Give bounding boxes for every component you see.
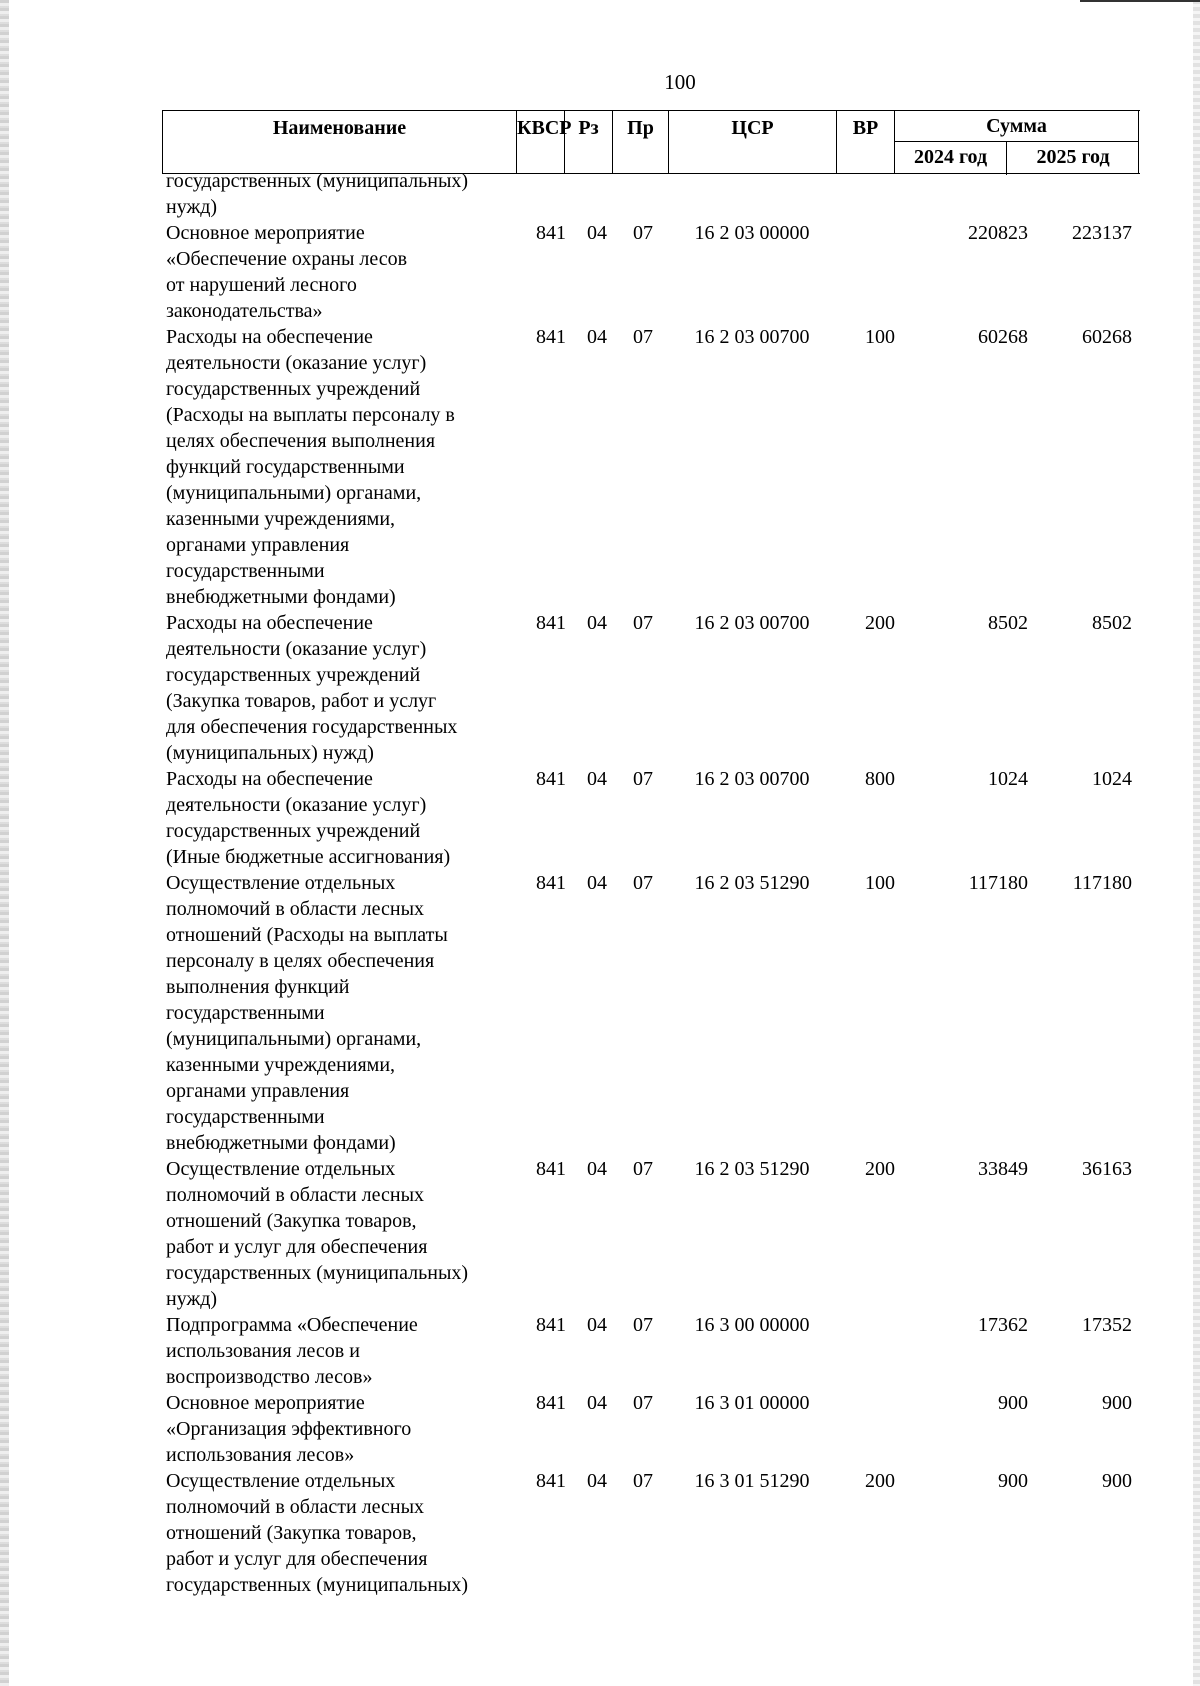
- cell-name-line: государственных (муниципальных): [166, 1574, 469, 1596]
- cell-name-line: Расходы на обеспечение: [166, 768, 373, 790]
- cell-name: [162, 168, 518, 220]
- cell-pr: 07: [633, 768, 653, 790]
- cell-name-line: (муниципальными) органами,: [166, 1028, 422, 1050]
- cell-pr: 07: [633, 1392, 653, 1414]
- page-number: 100: [664, 70, 696, 94]
- cell-csr: 16 2 03 51290: [694, 1158, 810, 1180]
- cell-name-line: отношений (Закупка товаров,: [166, 1210, 417, 1232]
- header-kvsr: [517, 111, 572, 173]
- cell-name: [162, 1468, 518, 1598]
- scan-left-edge: [0, 0, 9, 1686]
- cell-name-line: нужд): [166, 1288, 218, 1310]
- cell-name-line: «Организация эффективного: [166, 1418, 412, 1440]
- cell-pr: 07: [633, 222, 653, 244]
- cell-pr: 07: [633, 872, 653, 894]
- table-row: [162, 1390, 1142, 1468]
- cell-name-line: полномочий в области лесных: [166, 1496, 425, 1518]
- cell-name-line: законодательства»: [166, 300, 323, 322]
- table-header: [162, 110, 1140, 174]
- cell-name-line: Осуществление отдельных: [166, 1158, 396, 1180]
- cell-sum-2024: 8502: [988, 612, 1028, 634]
- cell-name: [162, 220, 518, 324]
- cell-vr: 100: [865, 326, 895, 348]
- header-year-2025: 2025 год: [1036, 146, 1110, 168]
- cell-name-line: нужд): [166, 196, 218, 218]
- cell-name-line: деятельности (оказание услуг): [166, 352, 427, 374]
- cell-csr: 16 2 03 00700: [694, 326, 810, 348]
- cell-csr: 16 2 03 00700: [694, 612, 810, 634]
- cell-name-line: Расходы на обеспечение: [166, 612, 373, 634]
- cell-sum-2024: 1024: [988, 768, 1028, 790]
- cell-csr: 16 2 03 00000: [694, 222, 810, 244]
- cell-rz: 04: [587, 768, 607, 790]
- cell-name-line: внебюджетными фондами): [166, 586, 396, 608]
- cell-name-line: государственными: [166, 1002, 325, 1024]
- cell-name: [162, 610, 518, 766]
- cell-kvsr: 841: [536, 872, 566, 894]
- cell-name-line: государственных учреждений: [166, 378, 421, 400]
- cell-name-line: государственных учреждений: [166, 820, 421, 842]
- cell-vr: 200: [865, 1470, 895, 1492]
- cell-name-line: отношений (Расходы на выплаты: [166, 924, 448, 946]
- cell-kvsr: 841: [536, 1470, 566, 1492]
- cell-sum-2024: 900: [998, 1392, 1028, 1414]
- header-kvsr-label: КВСР: [517, 117, 572, 139]
- cell-name-line: Основное мероприятие: [166, 1392, 365, 1414]
- table-row: [162, 324, 1142, 610]
- cell-name-line: персоналу в целях обеспечения: [166, 950, 435, 972]
- cell-name: [162, 766, 518, 870]
- cell-sum-2025: 1024: [1092, 768, 1132, 790]
- header-vr: [837, 111, 895, 173]
- cell-sum-2024: 220823: [968, 222, 1028, 244]
- header-year-2024: 2024 год: [895, 142, 1007, 175]
- cell-kvsr: 841: [536, 1158, 566, 1180]
- header-pr-label: Пр: [627, 117, 654, 139]
- table-row: [162, 168, 1142, 220]
- cell-name-line: деятельности (оказание услуг): [166, 638, 427, 660]
- cell-name-line: для обеспечения государственных: [166, 716, 458, 738]
- cell-name-line: казенными учреждениями,: [166, 508, 396, 530]
- cell-sum-2025: 900: [1102, 1392, 1132, 1414]
- cell-vr: 800: [865, 768, 895, 790]
- cell-kvsr: 841: [536, 1314, 566, 1336]
- cell-rz: 04: [587, 1314, 607, 1336]
- cell-rz: 04: [587, 326, 607, 348]
- table-row: [162, 610, 1142, 766]
- cell-sum-2025: 36163: [1082, 1158, 1132, 1180]
- cell-name-line: (муниципальными) органами,: [166, 482, 422, 504]
- cell-pr: 07: [633, 326, 653, 348]
- cell-rz: 04: [587, 1392, 607, 1414]
- cell-name-line: использования лесов и: [166, 1340, 360, 1362]
- cell-kvsr: 841: [536, 1392, 566, 1414]
- cell-name-line: государственных (муниципальных): [166, 170, 469, 192]
- table-row: [162, 220, 1142, 324]
- header-sum: [895, 111, 1139, 173]
- cell-vr: 100: [865, 872, 895, 894]
- table-row: [162, 1156, 1142, 1312]
- cell-name-line: отношений (Закупка товаров,: [166, 1522, 417, 1544]
- cell-sum-2024: 33849: [978, 1158, 1028, 1180]
- cell-kvsr: 841: [536, 222, 566, 244]
- cell-name-line: функций государственными: [166, 456, 405, 478]
- cell-pr: 07: [633, 612, 653, 634]
- header-name: [163, 111, 517, 173]
- cell-vr: 200: [865, 1158, 895, 1180]
- cell-sum-2024: 60268: [978, 326, 1028, 348]
- cell-name-line: от нарушений лесного: [166, 274, 357, 296]
- cell-name-line: Осуществление отдельных: [166, 1470, 396, 1492]
- cell-name: [162, 1156, 518, 1312]
- cell-name-line: органами управления: [166, 534, 350, 556]
- scan-top-mark: [1080, 0, 1200, 2]
- cell-rz: 04: [587, 872, 607, 894]
- cell-sum-2025: 900: [1102, 1470, 1132, 1492]
- table-row: [162, 766, 1142, 870]
- cell-pr: 07: [633, 1158, 653, 1180]
- cell-sum-2025: 117180: [1072, 872, 1132, 894]
- header-vr-label: ВР: [852, 117, 879, 139]
- cell-name-line: «Обеспечение охраны лесов: [166, 248, 408, 270]
- cell-name-line: воспроизводство лесов»: [166, 1366, 373, 1388]
- cell-rz: 04: [587, 1158, 607, 1180]
- cell-csr: 16 2 03 00700: [694, 768, 810, 790]
- cell-name: [162, 1390, 518, 1468]
- cell-sum-2025: 8502: [1092, 612, 1132, 634]
- header-rz-label: Рз: [578, 117, 599, 139]
- cell-name: [162, 324, 518, 610]
- cell-name-line: работ и услуг для обеспечения: [166, 1236, 428, 1258]
- scan-right-edge: [1193, 0, 1200, 1686]
- cell-name-line: казенными учреждениями,: [166, 1054, 396, 1076]
- cell-vr: 200: [865, 612, 895, 634]
- cell-name-line: государственных учреждений: [166, 664, 421, 686]
- table-body: [162, 168, 1142, 1598]
- cell-rz: 04: [587, 612, 607, 634]
- table-row: [162, 1312, 1142, 1390]
- cell-name: [162, 870, 518, 1156]
- cell-kvsr: 841: [536, 326, 566, 348]
- cell-kvsr: 841: [536, 768, 566, 790]
- cell-name-line: работ и услуг для обеспечения: [166, 1548, 428, 1570]
- cell-name-line: (Расходы на выплаты персоналу в: [166, 404, 455, 426]
- cell-name-line: (муниципальных) нужд): [166, 742, 374, 764]
- cell-sum-2024: 117180: [968, 872, 1028, 894]
- cell-name-line: Основное мероприятие: [166, 222, 365, 244]
- cell-name-line: деятельности (оказание услуг): [166, 794, 427, 816]
- cell-name-line: (Закупка товаров, работ и услуг: [166, 690, 437, 712]
- cell-name-line: использования лесов»: [166, 1444, 355, 1466]
- cell-csr: 16 3 01 51290: [694, 1470, 810, 1492]
- table-row: [162, 870, 1142, 1156]
- header-name-label: Наименование: [272, 117, 407, 139]
- header-csr: [669, 111, 837, 173]
- table-row: [162, 1468, 1142, 1598]
- cell-name: [162, 1312, 518, 1390]
- header-rz: [565, 111, 613, 173]
- cell-sum-2025: 223137: [1072, 222, 1132, 244]
- cell-sum-2025: 17352: [1082, 1314, 1132, 1336]
- cell-name-line: внебюджетными фондами): [166, 1132, 396, 1154]
- cell-sum-2024: 17362: [978, 1314, 1028, 1336]
- cell-name-line: государственных (муниципальных): [166, 1262, 469, 1284]
- cell-name-line: полномочий в области лесных: [166, 1184, 425, 1206]
- cell-kvsr: 841: [536, 612, 566, 634]
- cell-rz: 04: [587, 1470, 607, 1492]
- cell-name-line: Осуществление отдельных: [166, 872, 396, 894]
- cell-name-line: Расходы на обеспечение: [166, 326, 373, 348]
- cell-csr: 16 3 01 00000: [694, 1392, 810, 1414]
- cell-sum-2025: 60268: [1082, 326, 1132, 348]
- cell-name-line: государственными: [166, 560, 325, 582]
- header-csr-label: ЦСР: [731, 117, 774, 139]
- cell-csr: 16 2 03 51290: [694, 872, 810, 894]
- header-sum-title: Сумма: [895, 111, 1138, 142]
- cell-name-line: выполнения функций: [166, 976, 350, 998]
- header-pr: [613, 111, 669, 173]
- cell-pr: 07: [633, 1314, 653, 1336]
- cell-name-line: органами управления: [166, 1080, 350, 1102]
- cell-name-line: полномочий в области лесных: [166, 898, 425, 920]
- cell-csr: 16 3 00 00000: [694, 1314, 810, 1336]
- cell-name-line: государственными: [166, 1106, 325, 1128]
- cell-name-line: (Иные бюджетные ассигнования): [166, 846, 451, 868]
- cell-sum-2024: 900: [998, 1470, 1028, 1492]
- cell-name-line: целях обеспечения выполнения: [166, 430, 436, 452]
- cell-rz: 04: [587, 222, 607, 244]
- cell-name-line: Подпрограмма «Обеспечение: [166, 1314, 418, 1336]
- cell-pr: 07: [633, 1470, 653, 1492]
